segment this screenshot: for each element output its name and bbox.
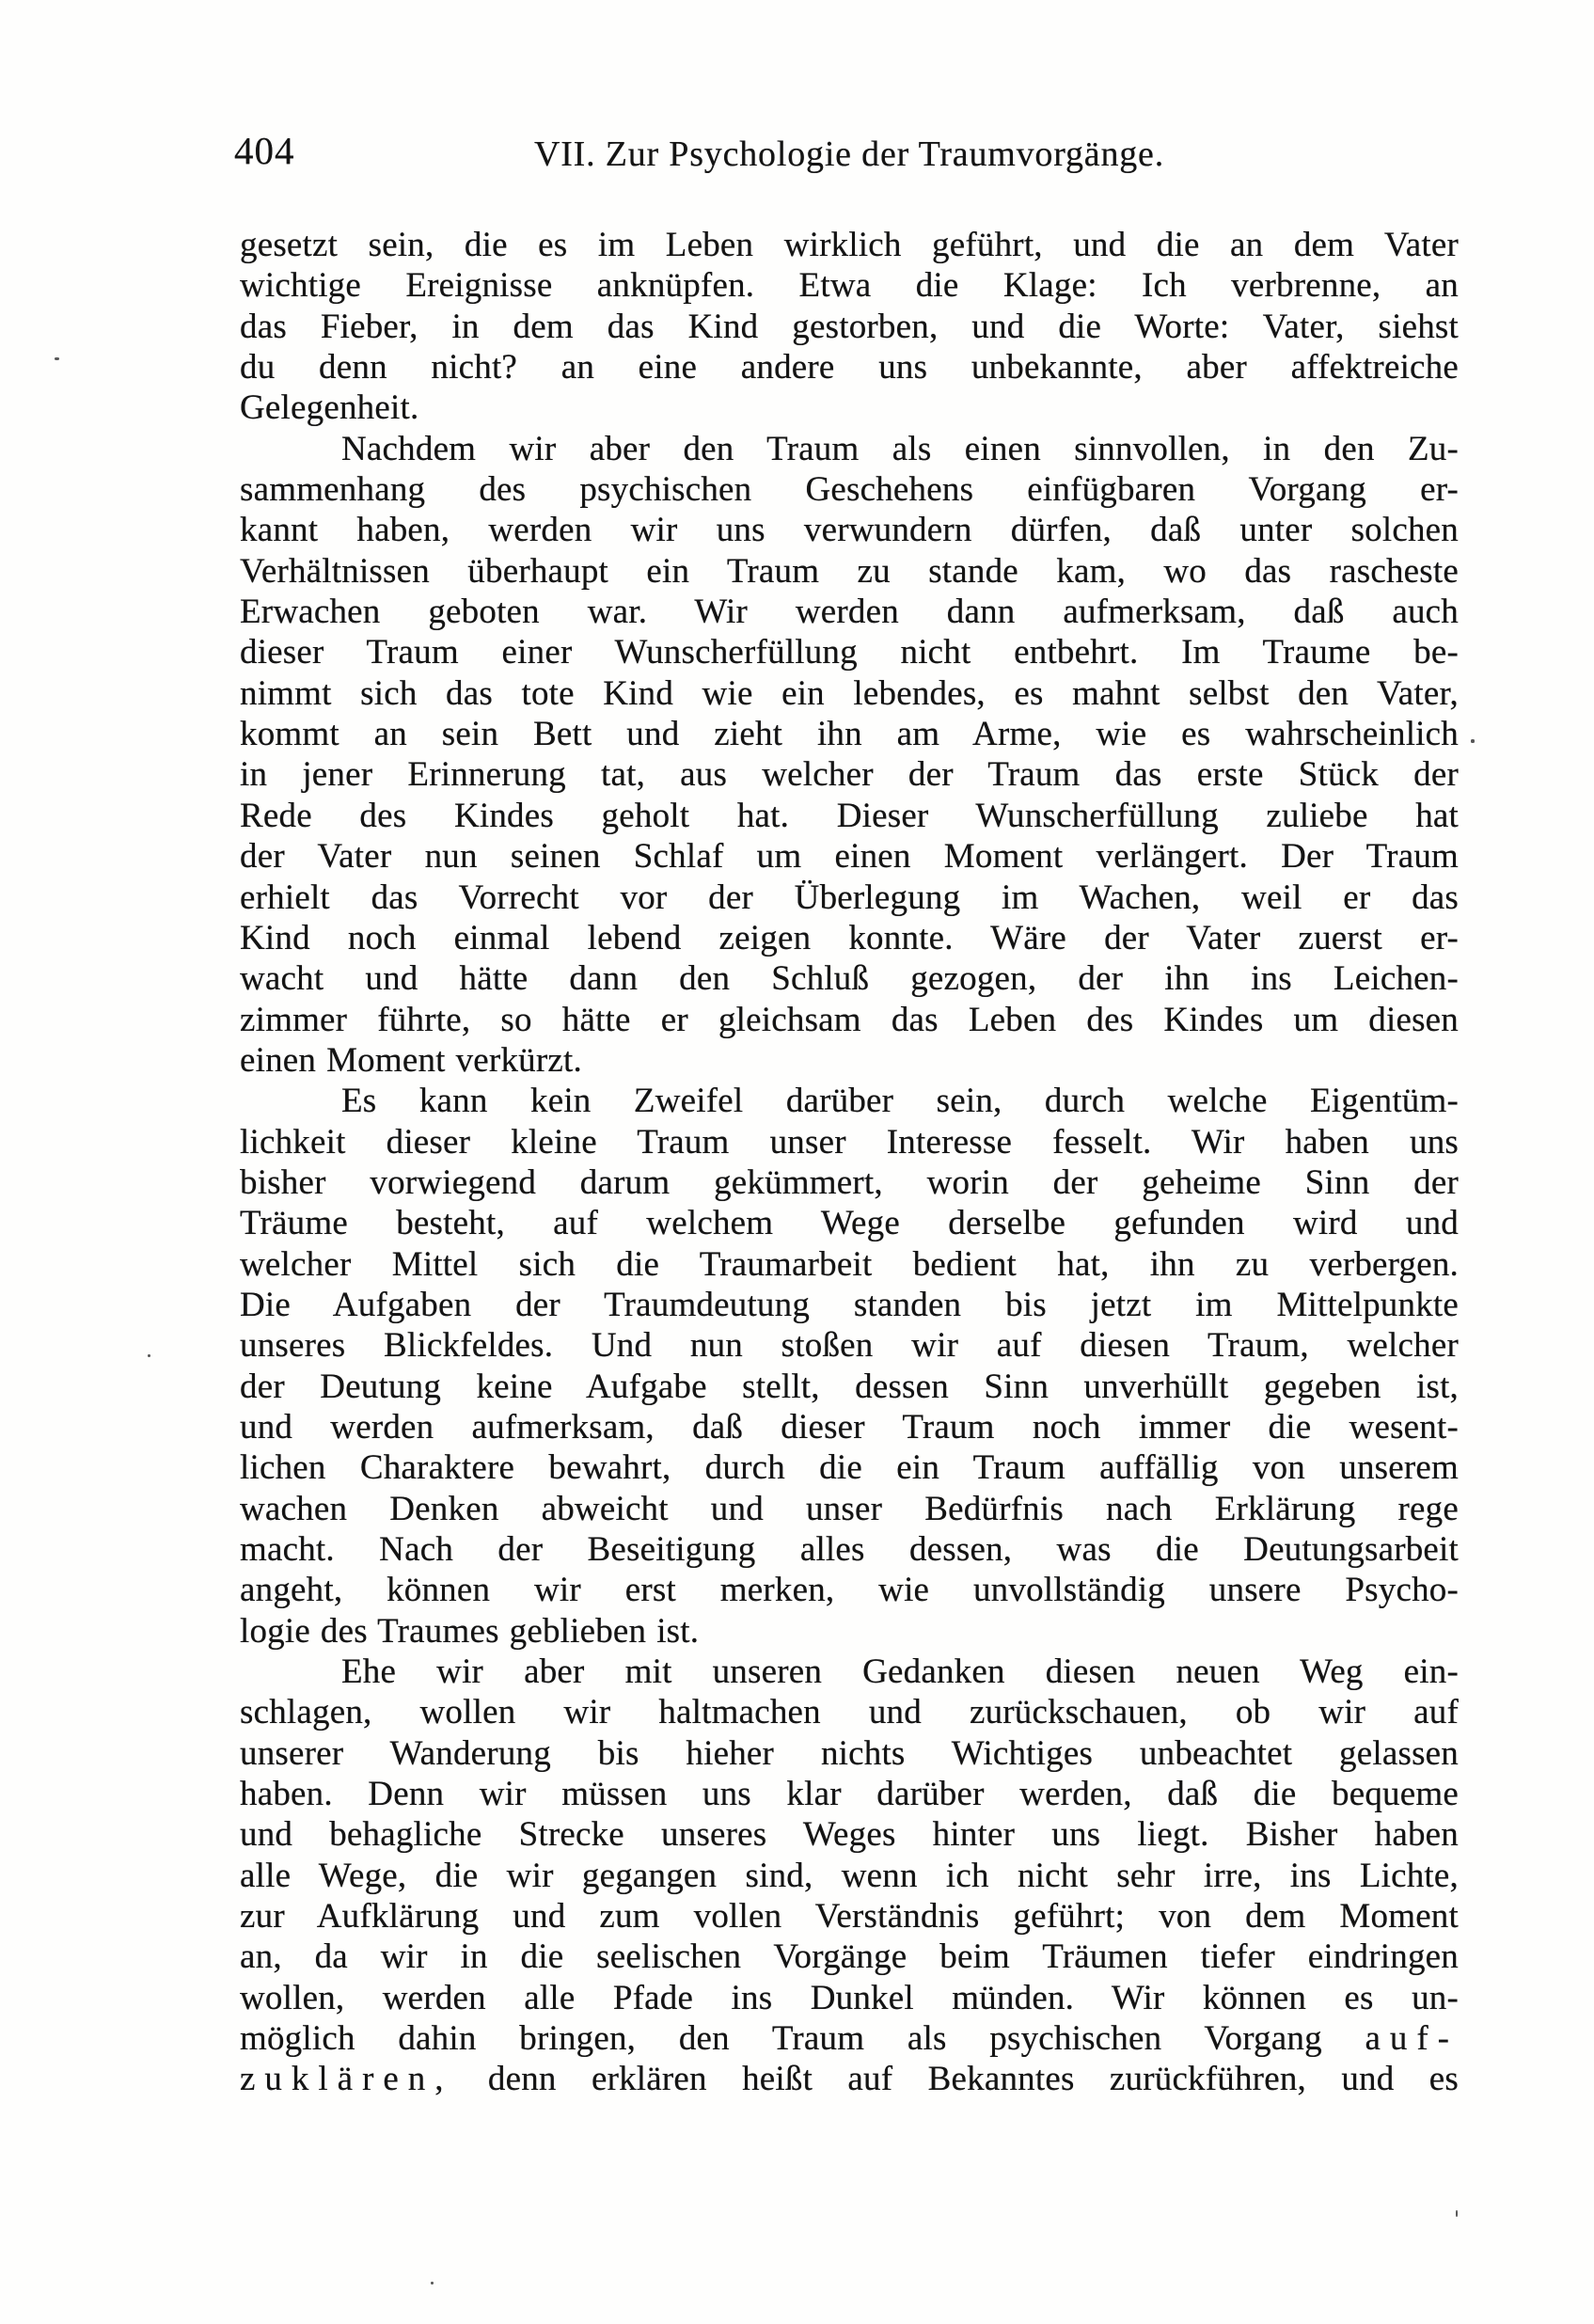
text-line xyxy=(240,877,1459,918)
text-line xyxy=(240,551,1459,592)
text-segment: in jener Erinnerung tat, aus welcher der Traum das erste Stück der xyxy=(240,755,1459,795)
text-line xyxy=(240,1162,1459,1203)
text-line xyxy=(240,592,1459,632)
text-line xyxy=(240,1489,1459,1529)
text-segment: Es kann kein Zweifel darüber sein, durch welche Eigentüm- xyxy=(341,1082,1459,1121)
text-line xyxy=(240,1122,1459,1162)
text-line xyxy=(240,265,1459,306)
text-line xyxy=(240,2018,1459,2059)
text-segment: Kind noch einmal lebend zeigen konnte. Wäre der Vater zuerst er- xyxy=(240,918,1459,957)
text-line xyxy=(240,958,1459,999)
text-line xyxy=(240,1611,1459,1652)
text-line xyxy=(240,754,1459,795)
text-line xyxy=(240,1570,1459,1610)
text-segment: einen Moment verkürzt. xyxy=(240,1040,582,1080)
text-segment: unseres Blickfeldes. Und nun stoßen wir auf diesen Traum, welcher xyxy=(240,1326,1459,1366)
text-line xyxy=(240,347,1459,387)
text-segment: lichen Charaktere bewahrt, durch die ein Traum auffällig von unserem xyxy=(240,1448,1459,1488)
text-line xyxy=(240,1937,1459,1977)
text-line xyxy=(240,1285,1459,1325)
scan-speck xyxy=(431,2282,434,2284)
text-segment: wacht und hätte dann den Schluß gezogen, der ihn ins Leichen- xyxy=(240,959,1459,999)
text-segment: wichtige Ereignisse anknüpfen. Etwa die Klage: Ich verbrenne, an xyxy=(240,266,1459,306)
text-segment: erhielt das Vorrecht vor der Überlegung im Wachen, weil er das xyxy=(240,877,1459,917)
text-line xyxy=(240,1652,1459,1692)
text-segment: zimmer führte, so hätte er gleichsam das Leben des Kindes um diesen xyxy=(240,1000,1459,1039)
text-segment: wollen, werden alle Pfade ins Dunkel münden. Wir können es un- xyxy=(240,1978,1459,2017)
text-line xyxy=(240,307,1459,347)
scan-speck xyxy=(1456,2210,1458,2217)
text-line xyxy=(240,1367,1459,1407)
text-segment: welcher Mittel sich die Traumarbeit bedient hat, ihn zu verbergen. xyxy=(240,1244,1459,1284)
text-segment: Ehe wir aber mit unseren Gedanken diesen neuen Weg ein- xyxy=(341,1652,1459,1692)
text-segment: an, da wir in die seelischen Vorgänge beim Träumen tiefer eindringen xyxy=(240,1937,1459,1977)
text-line xyxy=(240,2059,1459,2099)
text-segment: alle Wege, die wir gegangen sind, wenn ich nicht sehr irre, ins Lichte, xyxy=(240,1856,1459,1895)
text-segment: Erwachen geboten war. Wir werden dann aufmerksam, daß auch xyxy=(240,593,1459,632)
text-segment: Gelegenheit. xyxy=(240,388,419,428)
text-line xyxy=(240,673,1459,714)
text-line xyxy=(240,387,1459,428)
text-segment: und werden aufmerksam, daß dieser Traum noch immer die wesent- xyxy=(240,1407,1459,1447)
text-line xyxy=(240,714,1459,754)
text-line xyxy=(240,1000,1459,1040)
text-line xyxy=(240,1896,1459,1937)
text-segment: nimmt sich das tote Kind wie ein lebendes, es mahnt selbst den Vater, xyxy=(240,673,1459,713)
text-line xyxy=(240,1040,1459,1081)
text-line xyxy=(240,1244,1459,1285)
text-segment: denn erklären heißt auf Bekanntes zurückführen, und es xyxy=(452,2060,1459,2099)
text-segment: kommt an sein Bett und zieht ihn am Arme, wie es wahrscheinlich xyxy=(240,715,1459,754)
text-segment: unserer Wanderung bis hieher nichts Wichtiges unbeachtet gelassen xyxy=(240,1733,1459,1773)
text-line xyxy=(240,1447,1459,1488)
text-line xyxy=(240,1774,1459,1814)
text-segment: möglich dahin bringen, den Traum als psychischen Vorgang xyxy=(240,2019,1365,2059)
scan-speck xyxy=(1471,739,1475,743)
letterspaced-text: auf- xyxy=(1365,2019,1459,2059)
text-line xyxy=(240,1203,1459,1243)
text-segment: gesetzt sein, die es im Leben wirklich geführt, und die an dem Vater xyxy=(240,226,1459,264)
text-segment: bisher vorwiegend darum gekümmert, worin der geheime Sinn der xyxy=(240,1162,1459,1202)
text-segment: haben. Denn wir müssen uns klar darüber werden, daß die bequeme xyxy=(240,1775,1459,1814)
page-text xyxy=(240,225,1459,2100)
text-segment: Verhältnissen überhaupt ein Traum zu stande kam, wo das rascheste xyxy=(240,551,1459,591)
text-segment: und behagliche Strecke unseres Weges hinter uns liegt. Bisher haben xyxy=(240,1815,1459,1855)
text-segment: logie des Traumes geblieben ist. xyxy=(240,1611,700,1651)
text-line xyxy=(240,1325,1459,1366)
text-segment: wachen Denken abweicht und unser Bedürfnis nach Erklärung rege xyxy=(240,1489,1459,1528)
text-segment: schlagen, wollen wir haltmachen und zurückschauen, ob wir auf xyxy=(240,1693,1459,1732)
text-segment: macht. Nach der Beseitigung alles dessen, was die Deutungsarbeit xyxy=(240,1530,1459,1569)
text-segment: der Deutung keine Aufgabe stellt, dessen Sinn unverhüllt gegeben ist, xyxy=(240,1367,1459,1406)
running-head: VII. Zur Psychologie der Traumvorgänge. xyxy=(533,134,1165,174)
text-segment: Träume besteht, auf welchem Wege derselbe gefunden wird und xyxy=(240,1204,1459,1243)
text-line xyxy=(240,225,1459,265)
text-line xyxy=(240,1856,1459,1896)
text-segment: du denn nicht? an eine andere uns unbekannte, aber affektreiche xyxy=(240,348,1459,387)
page-number: 404 xyxy=(234,129,295,172)
text-line xyxy=(240,1814,1459,1855)
scan-speck xyxy=(148,1354,150,1357)
text-line xyxy=(240,1978,1459,2018)
text-segment: Die Aufgaben der Traumdeutung standen bis jetzt im Mittelpunkte xyxy=(240,1285,1459,1324)
text-line xyxy=(240,1407,1459,1447)
text-line xyxy=(240,1081,1459,1121)
text-line xyxy=(240,1529,1459,1570)
text-line xyxy=(240,1733,1459,1774)
text-line xyxy=(240,918,1459,958)
letterspaced-text: zuklären, xyxy=(240,2060,453,2099)
text-line xyxy=(240,836,1459,877)
text-segment: Nachdem wir aber den Traum als einen sinnvollen, in den Zu- xyxy=(341,429,1459,468)
text-segment: kannt haben, werden wir uns verwundern dürfen, daß unter solchen xyxy=(240,511,1459,550)
scan-speck xyxy=(55,357,59,360)
text-segment: lichkeit dieser kleine Traum unser Interesse fesselt. Wir haben uns xyxy=(240,1122,1459,1162)
text-line xyxy=(240,1692,1459,1732)
text-line xyxy=(240,796,1459,836)
text-line xyxy=(240,469,1459,510)
text-line xyxy=(240,632,1459,672)
text-segment: angeht, können wir erst merken, wie unvollständig unsere Psycho- xyxy=(240,1571,1459,1610)
text-segment: zur Aufklärung und zum vollen Verständnis geführt; von dem Moment xyxy=(240,1897,1459,1937)
text-segment: das Fieber, in dem das Kind gestorben, und die Worte: Vater, siehst xyxy=(240,307,1459,346)
text-line xyxy=(240,510,1459,550)
text-segment: der Vater nun seinen Schlaf um einen Moment verlängert. Der Traum xyxy=(240,837,1459,877)
text-segment: sammenhang des psychischen Geschehens einfügbaren Vorgang er- xyxy=(240,470,1459,510)
text-line xyxy=(240,429,1459,469)
text-segment: Rede des Kindes geholt hat. Dieser Wunscherfüllung zuliebe hat xyxy=(240,796,1459,835)
text-segment: dieser Traum einer Wunscherfüllung nicht entbehrt. Im Traume be- xyxy=(240,633,1459,672)
